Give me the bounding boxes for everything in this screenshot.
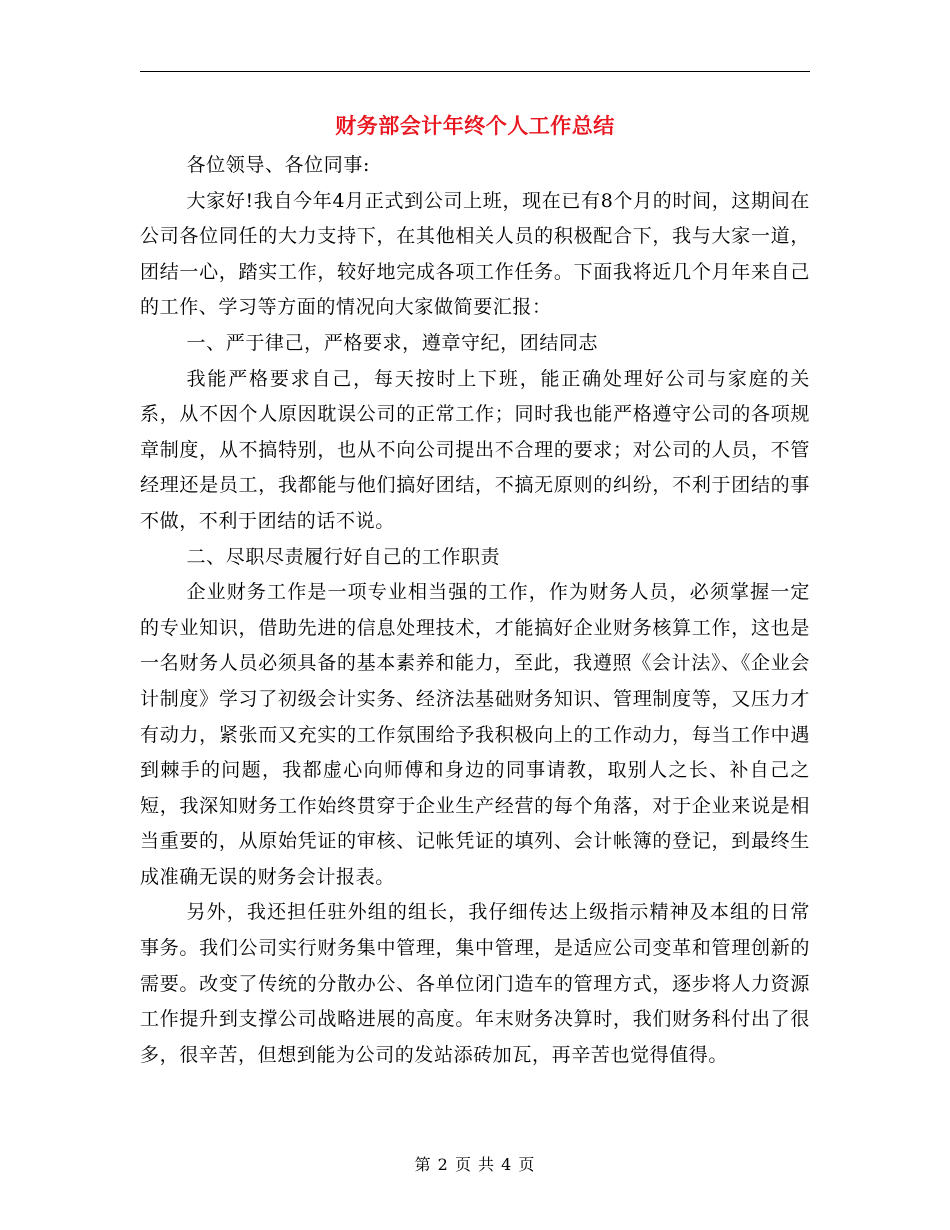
document-body	[140, 148, 810, 1073]
section-heading-1: 一、严于律己，严格要求，遵章守纪，团结同志	[186, 331, 599, 354]
header-rule	[140, 71, 810, 72]
section-heading-2: 二、尽职尽责履行好自己的工作职责	[186, 545, 501, 568]
body-paragraph-intro: 大家好!我自今年4月正式到公司上班，现在已有8个月的时间，这期间在公司各位同任的大力支持下，在其他相关人员的积极配合下，我与大家一道，团结一心，踏实工作，较好地完成各项工作任务。下面我将近几个月年来自己的工作、学习等方面的情况向大家做简要汇报：	[140, 189, 810, 319]
salutation: 各位领导、各位同事:	[186, 154, 370, 176]
body-paragraph-additional: 另外，我还担任驻外组的组长，我仔细传达上级指示精神及本组的日常事务。我们公司实行财务集中管理，集中管理，是适应公司变革和管理创新的需要。改变了传统的分散办公、各单位闭门造车的管理方式，逐步将人力资源工作提升到支撑公司战略进展的高度。年末财务决算时，我们财务科付出了很多，很辛苦，但想到能为公司的发站添砖加瓦，再辛苦也觉得值得。	[140, 901, 810, 1066]
document-title: 财务部会计年终个人工作总结	[335, 113, 615, 138]
page-number: 第 2 页 共 4 页	[414, 1155, 536, 1174]
body-paragraph-section-1: 我能严格要求自己，每天按时上下班，能正确处理好公司与家庭的关系，从不因个人原因耽误公司的正常工作；同时我也能严格遵守公司的各项规章制度，从不搞特别，也从不向公司提出不合理的要求；对公司的人员，不管经理还是员工，我都能与他们搞好团结，不搞无原则的纠纷，不利于团结的事不做，不利于团结的话不说。	[140, 367, 810, 532]
body-paragraph-section-2: 企业财务工作是一项专业相当强的工作，作为财务人员，必须掌握一定的专业知识，借助先进的信息处理技术，才能搞好企业财务核算工作，这也是一名财务人员必须具备的基本素养和能力，至此，我遵照《会计法》、《企业会计制度》学习了初级会计实务、经济法基础财务知识、管理制度等，又压力才有动力，紧张而又充实的工作氛围给予我积极向上的工作动力，每当工作中遇到棘手的问题，我都虚心向师傅和身边的同事请教，取别人之长、补自己之短，我深知财务工作始终贯穿于企业生产经营的每个角落，对于企业来说是相当重要的，从原始凭证的审核、记帐凭证的填列、会计帐簿的登记，到最终生成准确无误的财务会计报表。	[140, 581, 810, 888]
